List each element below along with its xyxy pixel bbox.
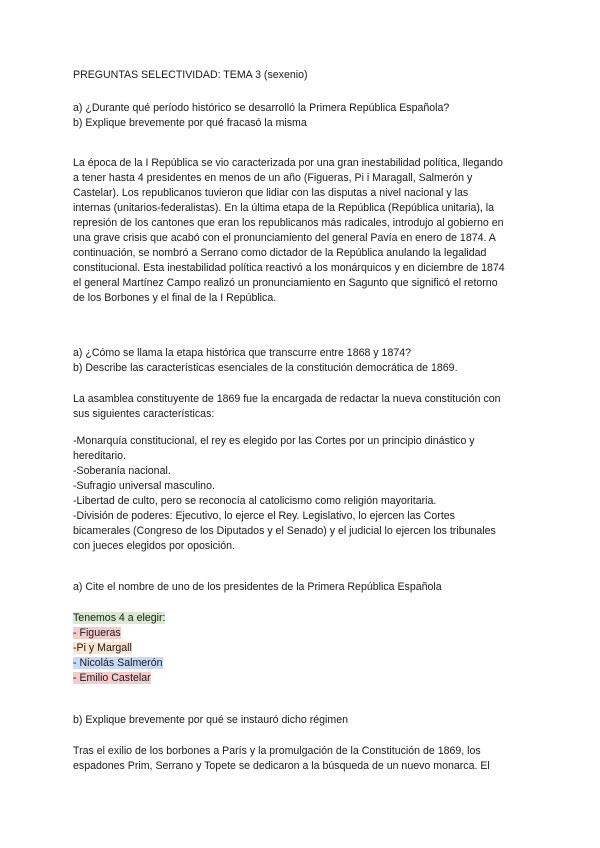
question-3a: a) Cite el nombre de uno de los presidentes de la Primera República Española xyxy=(73,581,442,593)
question-1 xyxy=(73,101,528,131)
question-1b: b) Explique brevemente por qué fracasó la misma xyxy=(73,117,307,129)
answer-1-line: continuación, se nombró a Serrano como dictador de la República anulando la legalidad xyxy=(73,247,487,259)
answer-2-line: sus siguientes características: xyxy=(73,408,215,420)
president-figueras: - Figueras xyxy=(73,627,121,639)
answer-1-line: de los Borbones y el final de la I República. xyxy=(73,292,277,304)
question-2a: a) ¿Cómo se llama la etapa histórica que transcurre entre 1868 y 1874? xyxy=(73,347,412,359)
answer-1-line: constitucional. Esta inestabilidad política reactivó a los monárquicos y en diciembre de 1874 xyxy=(73,262,505,274)
answer-3b-line: espadones Prim, Serrano y Topete se dedicaron a la búsqueda de un nuevo monarca. El xyxy=(73,760,490,772)
answer-1-line: una grave crisis que acabó con el pronunciamiento del general Pavía en enero de 1874. A xyxy=(73,232,496,244)
answer-1-line: La época de la I República se vio caracterizada por una gran inestabilidad política, llegando xyxy=(73,157,503,169)
feature-line: -Soberanía nacional. xyxy=(73,465,171,477)
question-2 xyxy=(73,346,528,376)
feature-line: -Libertad de culto, pero se reconocía al catolicismo como religión mayoritaria. xyxy=(73,495,437,507)
presidents-list xyxy=(73,611,528,686)
page-title xyxy=(73,68,528,83)
feature-line: con jueces elegidos por oposición. xyxy=(73,540,235,552)
feature-line: bicamerales (Congreso de los Diputados y el Senado) y el judicial lo ejercen los tribunales xyxy=(73,525,496,537)
answer-1-line: el general Martínez Campo realizó un pronunciamiento en Sagunto que significó el retorno xyxy=(73,277,498,289)
answer-1 xyxy=(73,156,528,306)
answer-1-line: a tener hasta 4 presidentes en menos de un año (Figueras, Pi i Maragall, Salmerón y xyxy=(73,172,473,184)
feature-line: hereditario. xyxy=(73,450,126,462)
question-2b: b) Describe las características esenciales de la constitución democrática de 1869. xyxy=(73,362,458,374)
answer-3b-line: Tras el exilio de los borbones a París y la promulgación de la Constitución de 1869, los xyxy=(73,745,481,757)
answer-3b xyxy=(73,744,528,774)
constitution-features-list xyxy=(73,434,528,554)
president-salmeron: - Nicolás Salmerón xyxy=(73,657,163,669)
question-3b xyxy=(73,713,528,728)
answer-1-line: represión de los cantones que eran los republicanos más radicales, introdujo al gobierno en xyxy=(73,217,504,229)
answer-1-line: Castelar). Los republicanos tuvieron que lidiar con las disputas a nivel nacional y las xyxy=(73,187,469,199)
feature-line: -Sufragio universal masculino. xyxy=(73,480,215,492)
president-pi-margall: -Pi y Margall xyxy=(73,642,132,654)
question-3b-text: b) Explique brevemente por qué se instauró dicho régimen xyxy=(73,714,349,726)
answer-1-line: internas (unitarios-federalistas). En la última etapa de la República (República unitaria), la xyxy=(73,202,495,214)
feature-line: -División de poderes: Ejecutivo, lo ejerce el Rey. Legislativo, lo ejercen las Cortes xyxy=(73,510,455,522)
feature-line: -Monarquía constitucional, el rey es elegido por las Cortes por un principio dinástico y xyxy=(73,435,475,447)
title-text: PREGUNTAS SELECTIVIDAD: TEMA 3 (sexenio) xyxy=(73,69,308,81)
question-3 xyxy=(73,580,528,595)
presidents-intro: Tenemos 4 a elegir: xyxy=(73,612,166,624)
answer-2-intro xyxy=(73,392,528,422)
president-castelar: - Emilio Castelar xyxy=(73,672,151,684)
question-1a: a) ¿Durante qué período histórico se desarrolló la Primera República Española? xyxy=(73,102,450,114)
answer-2-line: La asamblea constituyente de 1869 fue la encargada de redactar la nueva constitución con xyxy=(73,393,501,405)
